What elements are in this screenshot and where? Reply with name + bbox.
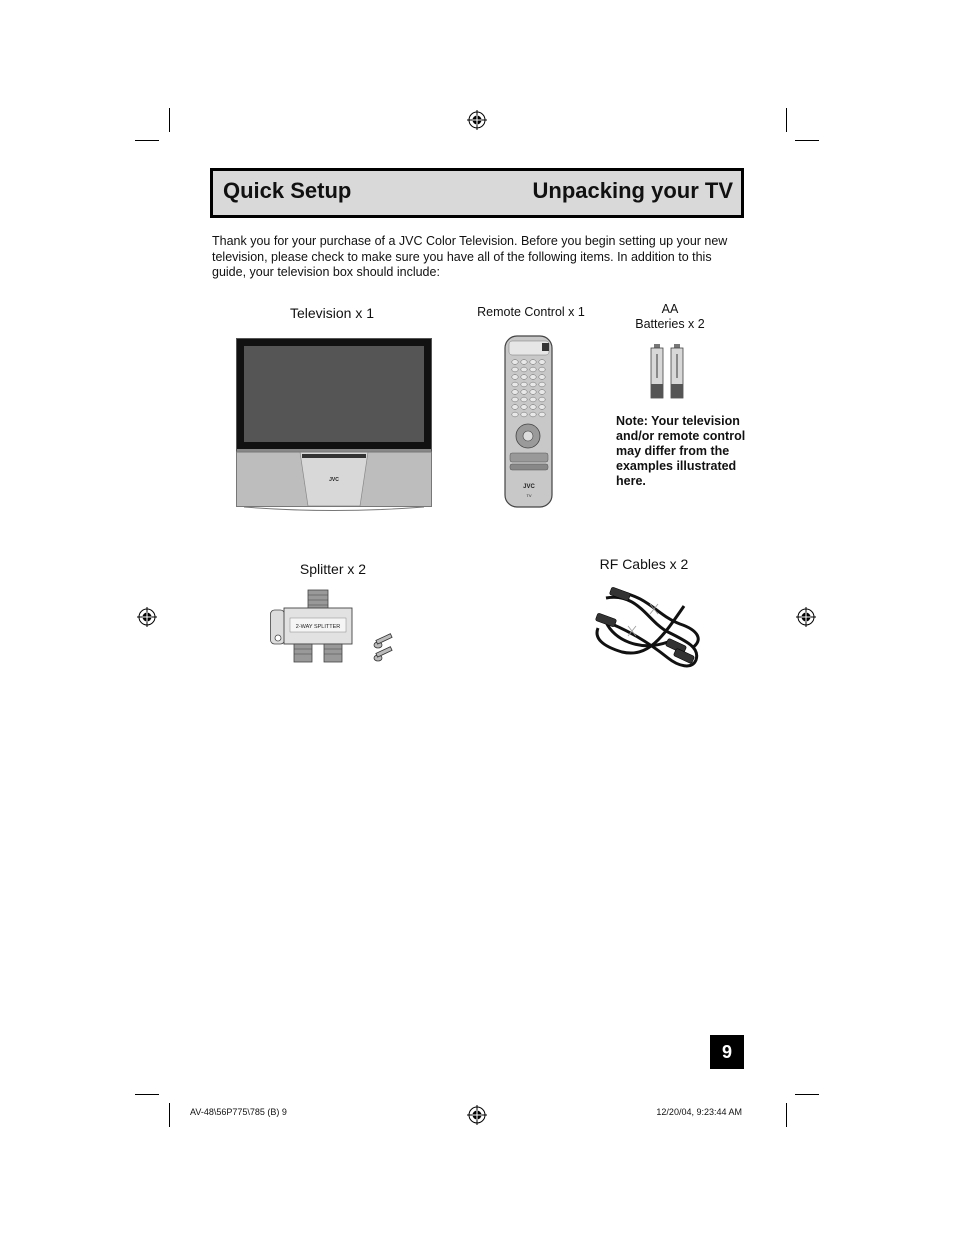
footer-timestamp: 12/20/04, 9:23:44 AM (656, 1107, 742, 1117)
remote-button (530, 375, 536, 380)
remote-button (539, 397, 545, 402)
remote-button (539, 375, 545, 380)
splitter-label: Splitter x 2 (299, 561, 367, 577)
aa-batteries-illustration (650, 344, 690, 400)
registration-mark-icon (467, 110, 487, 130)
crop-mark (169, 1103, 170, 1127)
crop-mark (169, 108, 170, 132)
remote-button (530, 397, 536, 402)
remote-button (512, 382, 518, 387)
television-label: Television x 1 (289, 305, 375, 321)
remote-button (512, 405, 518, 410)
remote-button (530, 367, 536, 372)
remote-label: Remote Control x 1 (477, 305, 585, 319)
section-header (210, 168, 744, 218)
remote-button (512, 367, 518, 372)
rf-cables-illustration (588, 582, 708, 674)
section-title: Quick Setup (223, 178, 352, 203)
crop-mark (786, 108, 787, 132)
remote-button (521, 382, 527, 387)
remote-button (539, 360, 545, 365)
remote-brand-logo: JVC (523, 484, 535, 490)
registration-mark-icon (137, 607, 157, 627)
remote-button (521, 412, 527, 417)
remote-button (539, 390, 545, 395)
splitter-illustration (270, 588, 400, 670)
remote-button (521, 375, 527, 380)
registration-mark-icon (796, 607, 816, 627)
batteries-label-line1: AA (661, 302, 679, 316)
batteries-label (620, 302, 720, 332)
remote-button (521, 397, 527, 402)
remote-button (521, 405, 527, 410)
remote-button (512, 375, 518, 380)
remote-button (512, 397, 518, 402)
television-illustration (236, 338, 432, 514)
splitter-device-text: 2-WAY SPLITTER (295, 624, 341, 630)
crop-mark (795, 140, 819, 141)
remote-button (530, 382, 536, 387)
remote-button (521, 367, 527, 372)
page-title: Unpacking your TV (532, 178, 733, 203)
page-number-badge: 9 (710, 1035, 744, 1069)
remote-illustration (504, 335, 554, 509)
rf-cables-label: RF Cables x 2 (599, 556, 689, 572)
remote-tv-label: TV (526, 493, 532, 498)
remote-button (521, 390, 527, 395)
note-text: Note: Your television and/or remote control may differ from the examples illustrated here. (616, 414, 746, 488)
remote-button (539, 405, 545, 410)
crop-mark (786, 1103, 787, 1127)
remote-button (530, 405, 536, 410)
remote-button (539, 412, 545, 417)
remote-button (530, 390, 536, 395)
remote-button (512, 390, 518, 395)
remote-button (530, 360, 536, 365)
remote-button (530, 412, 536, 417)
crop-mark (795, 1094, 819, 1095)
registration-mark-icon (467, 1105, 487, 1125)
remote-button (512, 360, 518, 365)
remote-button (521, 360, 527, 365)
footer-file-info: AV-48\56P775\785 (B) 9 (190, 1107, 287, 1117)
remote-button (539, 382, 545, 387)
intro-paragraph: Thank you for your purchase of a JVC Color Television. Before you begin setting up your new television, please check to make sure you have all of the following items. In addition to this guide, your television box should include: (212, 234, 728, 279)
tv-brand-logo: JVC (329, 477, 339, 483)
remote-button (512, 412, 518, 417)
crop-mark (135, 140, 159, 141)
batteries-label-line2: Batteries x 2 (635, 317, 705, 331)
crop-mark (135, 1094, 159, 1095)
remote-button (539, 367, 545, 372)
